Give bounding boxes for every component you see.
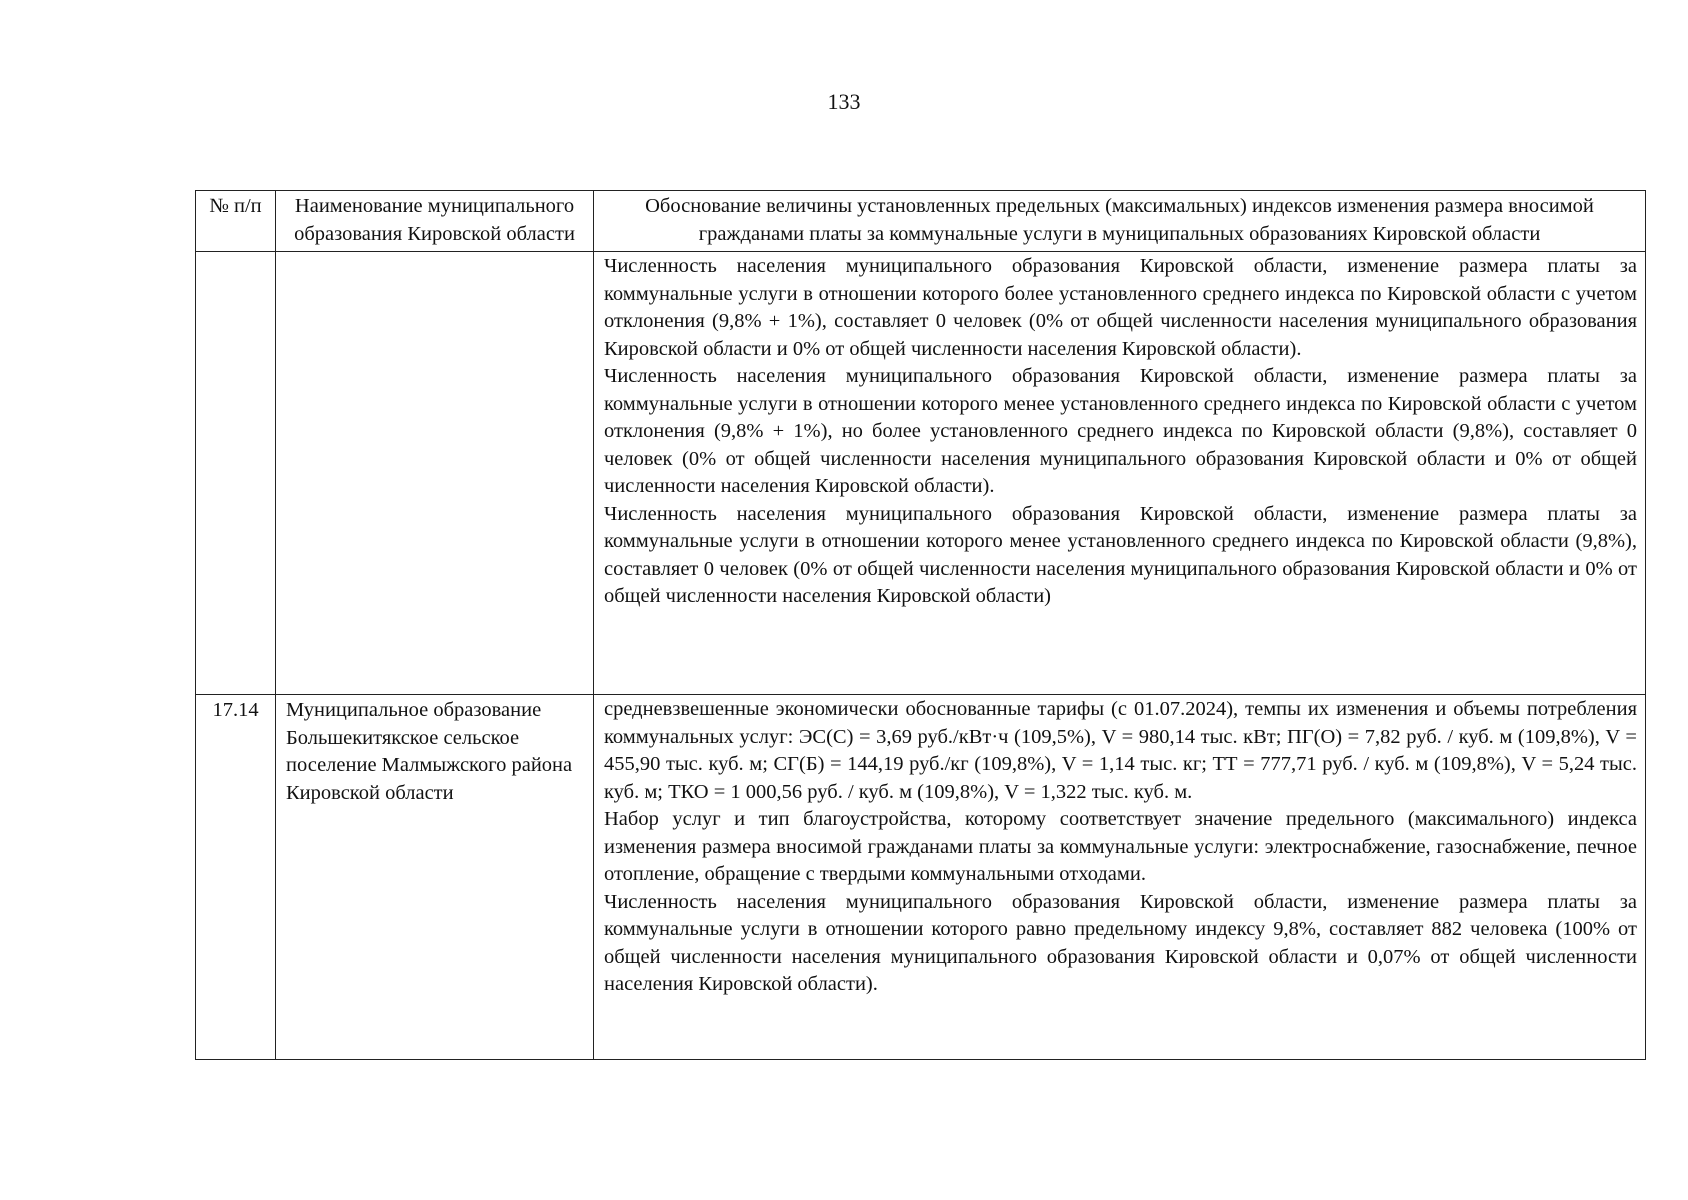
header-municipality-name: Наименование муниципального образования Кировской области: [276, 191, 594, 252]
justification-paragraph: Численность населения муниципального образования Кировской области, изменение размера платы за коммунальные услуги в отношении которого менее установленного среднего индекса по Кировской области с учетом отклонения (9,8% + 1%), но более установленного среднего индекса по Кировской области (9,8%), составляет 0 человек (0% от общей численности населения муниципального образования Кировской области и 0% от общей численности населения Кировской области).: [604, 365, 1637, 497]
row-justification-cell: [594, 252, 1646, 695]
table-header-row: [196, 191, 1646, 252]
row-number-cell: [196, 252, 276, 695]
justification-paragraph: Численность населения муниципального образования Кировской области, изменение размера платы за коммунальные услуги в отношении которого более установленного среднего индекса по Кировской области с учетом отклонения (9,8% + 1%), составляет 0 человек (0% от общей численности населения муниципального образования Кировской области и 0% от общей численности населения Кировской области).: [604, 255, 1637, 360]
justification-paragraph: средневзвешенные экономически обоснованные тарифы (с 01.07.2024), темпы их изменения и объемы потребления коммунальных услуг: ЭС(С) = 3,69 руб./кВт·ч (109,5%), V = 980,14 тыс. кВт; ПГ(О) = 7,82 руб. / куб. м (109,8%), V = 455,90 тыс. куб. м; СГ(Б) = 144,19 руб./кг (109,8%), V = 1,14 тыс. кг; ТТ = 777,71 руб. / куб. м (109,8%), V = 5,24 тыс. куб. м; ТКО = 1 000,56 руб. / куб. м (109,8%), V = 1,322 тыс. куб. м.: [604, 698, 1637, 803]
table-row: [196, 695, 1646, 1060]
justification-paragraph: Численность населения муниципального образования Кировской области, изменение размера платы за коммунальные услуги в отношении которого равно предельному индексу 9,8%, составляет 882 человека (100% от общей численности населения муниципального образования Кировской области и 0,07% от общей численности населения Кировской области).: [604, 890, 1637, 995]
header-justification: Обоснование величины установленных предельных (максимальных) индексов изменения размера вносимой гражданами платы за коммунальные услуги в муниципальных образованиях Кировской области: [594, 191, 1646, 252]
row-name-cell: Муниципальное образование Большекитякское сельское поселение Малмыжского района Кировской области: [276, 695, 594, 1060]
row-name-cell: [276, 252, 594, 695]
header-number: № п/п: [196, 191, 276, 252]
row-number-cell: 17.14: [196, 695, 276, 1060]
justification-table: [195, 190, 1646, 1060]
table-row: [196, 252, 1646, 695]
justification-paragraph: Набор услуг и тип благоустройства, которому соответствует значение предельного (максимального) индекса изменения размера вносимой гражданами платы за коммунальные услуги: электроснабжение, газоснабжение, печное отопление, обращение с твердыми коммунальными отходами.: [604, 808, 1637, 885]
justification-paragraph: Численность населения муниципального образования Кировской области, изменение размера платы за коммунальные услуги в отношении которого менее установленного среднего индекса по Кировской области (9,8%), составляет 0 человек (0% от общей численности населения муниципального образования Кировской области и 0% от общей численности населения Кировской области): [604, 502, 1637, 607]
page-number: 133: [827, 89, 861, 114]
row-justification-cell: [594, 695, 1646, 1060]
